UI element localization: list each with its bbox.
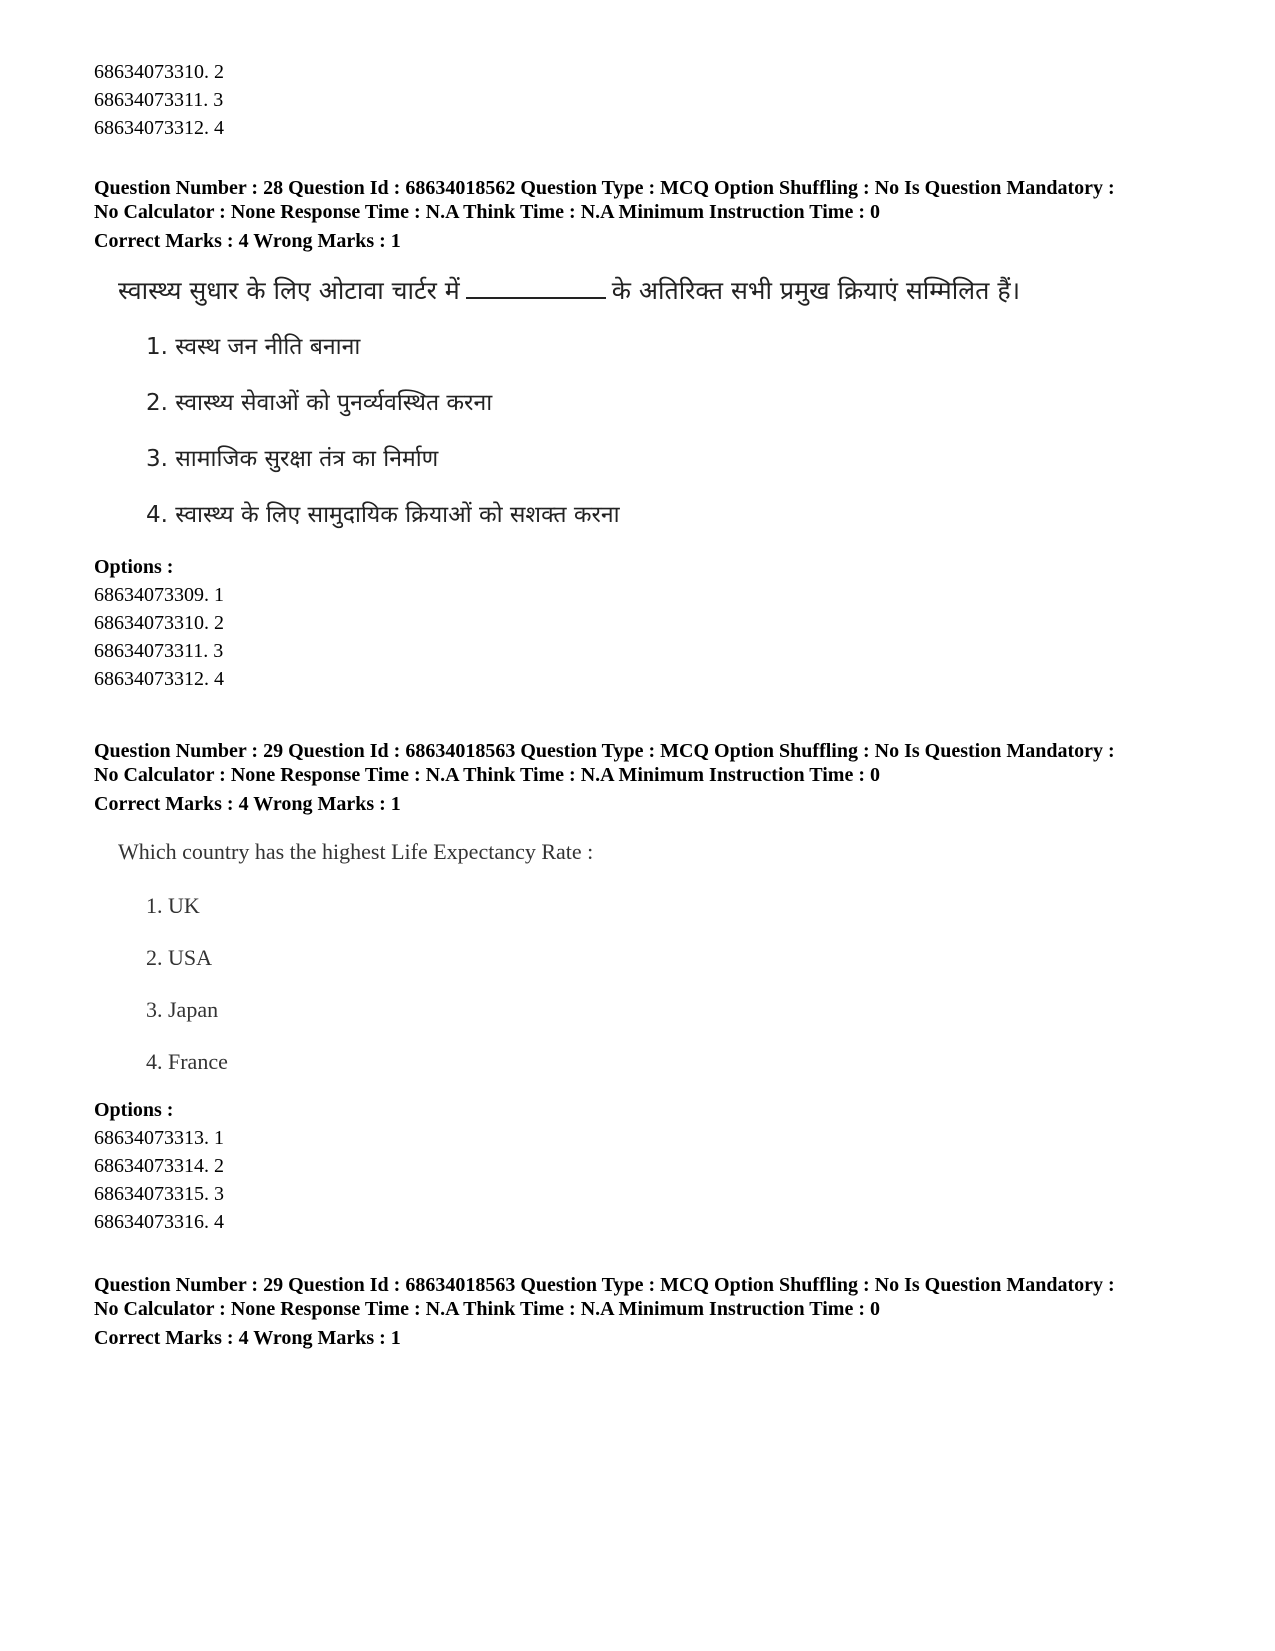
question-29-repeat — [94, 1273, 1204, 1350]
option-line: 68634073313. 1 — [94, 1127, 224, 1149]
option-line: 68634073310. 2 — [94, 61, 224, 83]
question-29 — [94, 739, 1204, 1236]
question-text-after: के अतिरिक्त सभी प्रमुख क्रियाएं सम्मिलित हैं। — [611, 276, 1021, 305]
answer-choice: 4. स्वास्थ्य के लिए सामुदायिक क्रियाओं को सशक्त करना — [146, 502, 620, 528]
options-label: Options : — [94, 556, 174, 578]
option-line: 68634073312. 4 — [94, 668, 224, 690]
fill-blank — [466, 275, 606, 299]
question-marks: Correct Marks : 4 Wrong Marks : 1 — [94, 793, 401, 815]
options-label: Options : — [94, 1099, 174, 1121]
question-header: No Calculator : None Response Time : N.A Think Time : N.A Minimum Instruction Time : 0 — [94, 201, 880, 223]
option-line: 68634073311. 3 — [94, 89, 224, 111]
question-text — [118, 271, 1204, 311]
question-body — [118, 271, 1204, 535]
option-line: 68634073311. 3 — [94, 640, 224, 662]
option-line: 68634073312. 4 — [94, 117, 224, 139]
question-header: Question Number : 28 Question Id : 68634018562 Question Type : MCQ Option Shuffling : No Is Question Mandatory : — [94, 177, 1115, 199]
answer-choice: 3. Japan — [146, 997, 219, 1022]
answer-choice: 2. स्वास्थ्य सेवाओं को पुनर्व्यवस्थित करना — [146, 390, 493, 416]
question-text: Which country has the highest Life Expectancy Rate : — [118, 839, 594, 864]
question-header: Question Number : 29 Question Id : 68634018563 Question Type : MCQ Option Shuffling : No Is Question Mandatory : — [94, 1274, 1115, 1296]
question-body — [118, 834, 1204, 1078]
answer-choice: 3. सामाजिक सुरक्षा तंत्र का निर्माण — [146, 446, 439, 472]
previous-options-list — [94, 58, 224, 142]
option-line: 68634073316. 4 — [94, 1211, 224, 1233]
question-marks: Correct Marks : 4 Wrong Marks : 1 — [94, 1327, 401, 1349]
answer-choice: 1. स्वस्थ जन नीति बनाना — [146, 334, 361, 360]
question-header: Question Number : 29 Question Id : 68634018563 Question Type : MCQ Option Shuffling : No Is Question Mandatory : — [94, 740, 1115, 762]
answer-choice: 4. France — [146, 1049, 228, 1074]
question-marks: Correct Marks : 4 Wrong Marks : 1 — [94, 230, 401, 252]
option-line: 68634073315. 3 — [94, 1183, 224, 1205]
answer-choice: 2. USA — [146, 945, 213, 970]
answer-choice: 1. UK — [146, 893, 200, 918]
option-line: 68634073314. 2 — [94, 1155, 224, 1177]
option-line: 68634073310. 2 — [94, 612, 224, 634]
question-header: No Calculator : None Response Time : N.A Think Time : N.A Minimum Instruction Time : 0 — [94, 764, 880, 786]
option-line: 68634073309. 1 — [94, 584, 224, 606]
question-header: No Calculator : None Response Time : N.A Think Time : N.A Minimum Instruction Time : 0 — [94, 1298, 880, 1320]
question-28 — [94, 176, 1204, 693]
question-text-before: स्वास्थ्य सुधार के लिए ओटावा चार्टर में — [118, 276, 460, 305]
